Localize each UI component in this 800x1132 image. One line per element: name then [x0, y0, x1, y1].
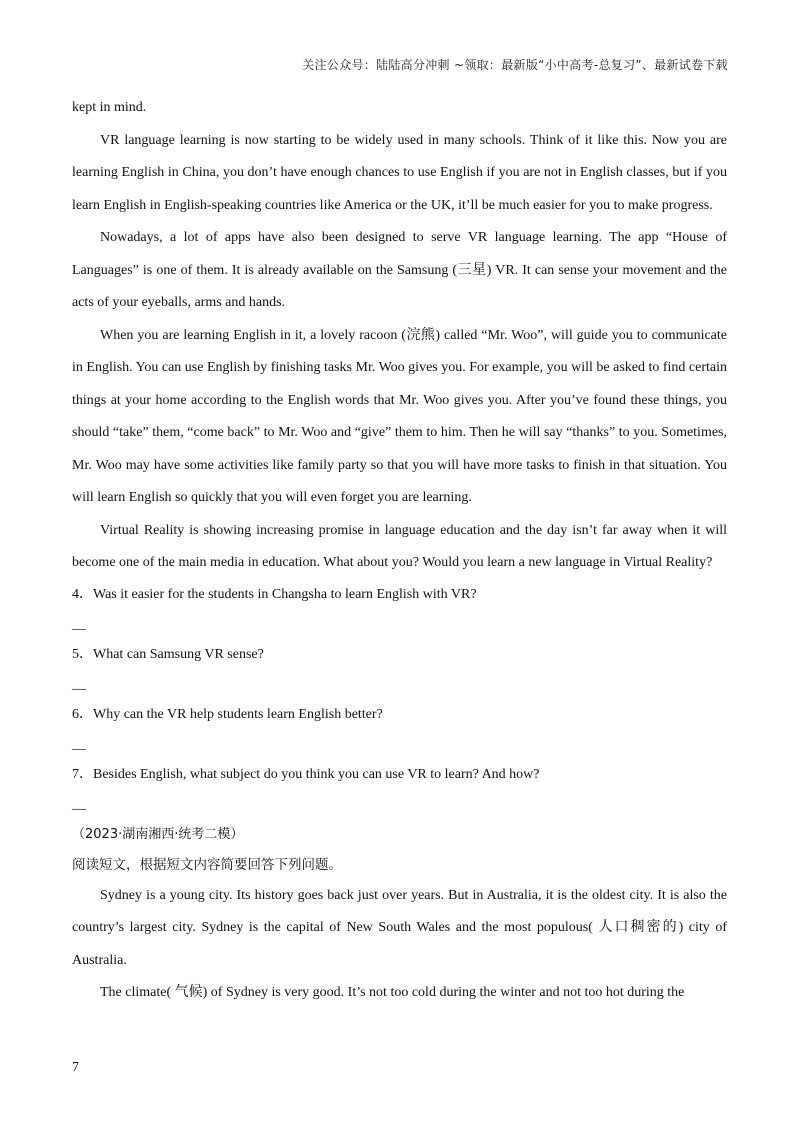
document-body: [72, 92, 727, 1010]
answer-line-5: __: [72, 676, 86, 692]
passage-paragraph: Sydney is a young city. Its history goes back just over years. But in Australia, it is the oldest city. It is also the country’s largest city. Sydney is the capital of New South Wales and the most populous( 人口稠密的) city of Australia.: [72, 887, 727, 968]
passage-paragraph: kept in mind.: [72, 100, 147, 115]
answer-line-7: __: [72, 796, 86, 812]
question-6: 6．Why can the VR help students learn English better?: [72, 706, 383, 722]
passage-paragraph: Nowadays, a lot of apps have also been designed to serve VR language learning. The app “House of Languages” is one of them. It is already available on the Samsung (三星) VR. It can sense your movement and the acts of your eyeballs, arms and hands.: [72, 230, 727, 310]
question-5: 5．What can Samsung VR sense?: [72, 646, 264, 662]
answer-line-4: __: [72, 616, 86, 632]
page-header: 关注公众号：陆陆高分冲刺 ~领取：最新版“小中高考-总复习”、最新试卷下载: [302, 58, 728, 72]
passage-paragraph: Virtual Reality is showing increasing promise in language education and the day isn’t far away when it will become one of the main media in education. What about you? Would you learn a new language in Virtual Reality?: [72, 522, 727, 570]
answer-line-6: __: [72, 736, 86, 752]
section-instruction: 阅读短文，根据短文内容简要回答下列问题。: [72, 856, 342, 873]
section-source: （2023·湖南湘西·统考二模）: [72, 826, 244, 842]
passage-paragraph: When you are learning English in it, a lovely racoon (浣熊) called “Mr. Woo”, will guide you to communicate in English. You can use English by finishing tasks Mr. Woo gives you. For example, you will be asked to find certain things at your home according to the English words that Mr. Woo gives you. After you’ve found these things, you should “take” them, “come back” to Mr. Woo and “give” them to him. Then he will say “thanks” to you. Sometimes, Mr. Woo may have some activities like family party so that you will have more tasks to finish in that situation. You will learn English so quickly that you will even forget you are learning.: [72, 327, 727, 505]
passage-paragraph: The climate( 气候) of Sydney is very good. It’s not too cold during the winter and not too hot during the: [100, 985, 685, 1000]
page-number: 7: [72, 1060, 79, 1075]
question-7: 7．Besides English, what subject do you think you can use VR to learn? And how?: [72, 766, 540, 782]
passage-paragraph: VR language learning is now starting to be widely used in many schools. Think of it like this. Now you are learning English in China, you don’t have enough chances to use English if you are not in English classes, but if you learn English in English-speaking countries like America or the UK, it’ll be much easier for you to make progress.: [72, 132, 727, 213]
question-4: 4．Was it easier for the students in Changsha to learn English with VR?: [72, 586, 477, 602]
